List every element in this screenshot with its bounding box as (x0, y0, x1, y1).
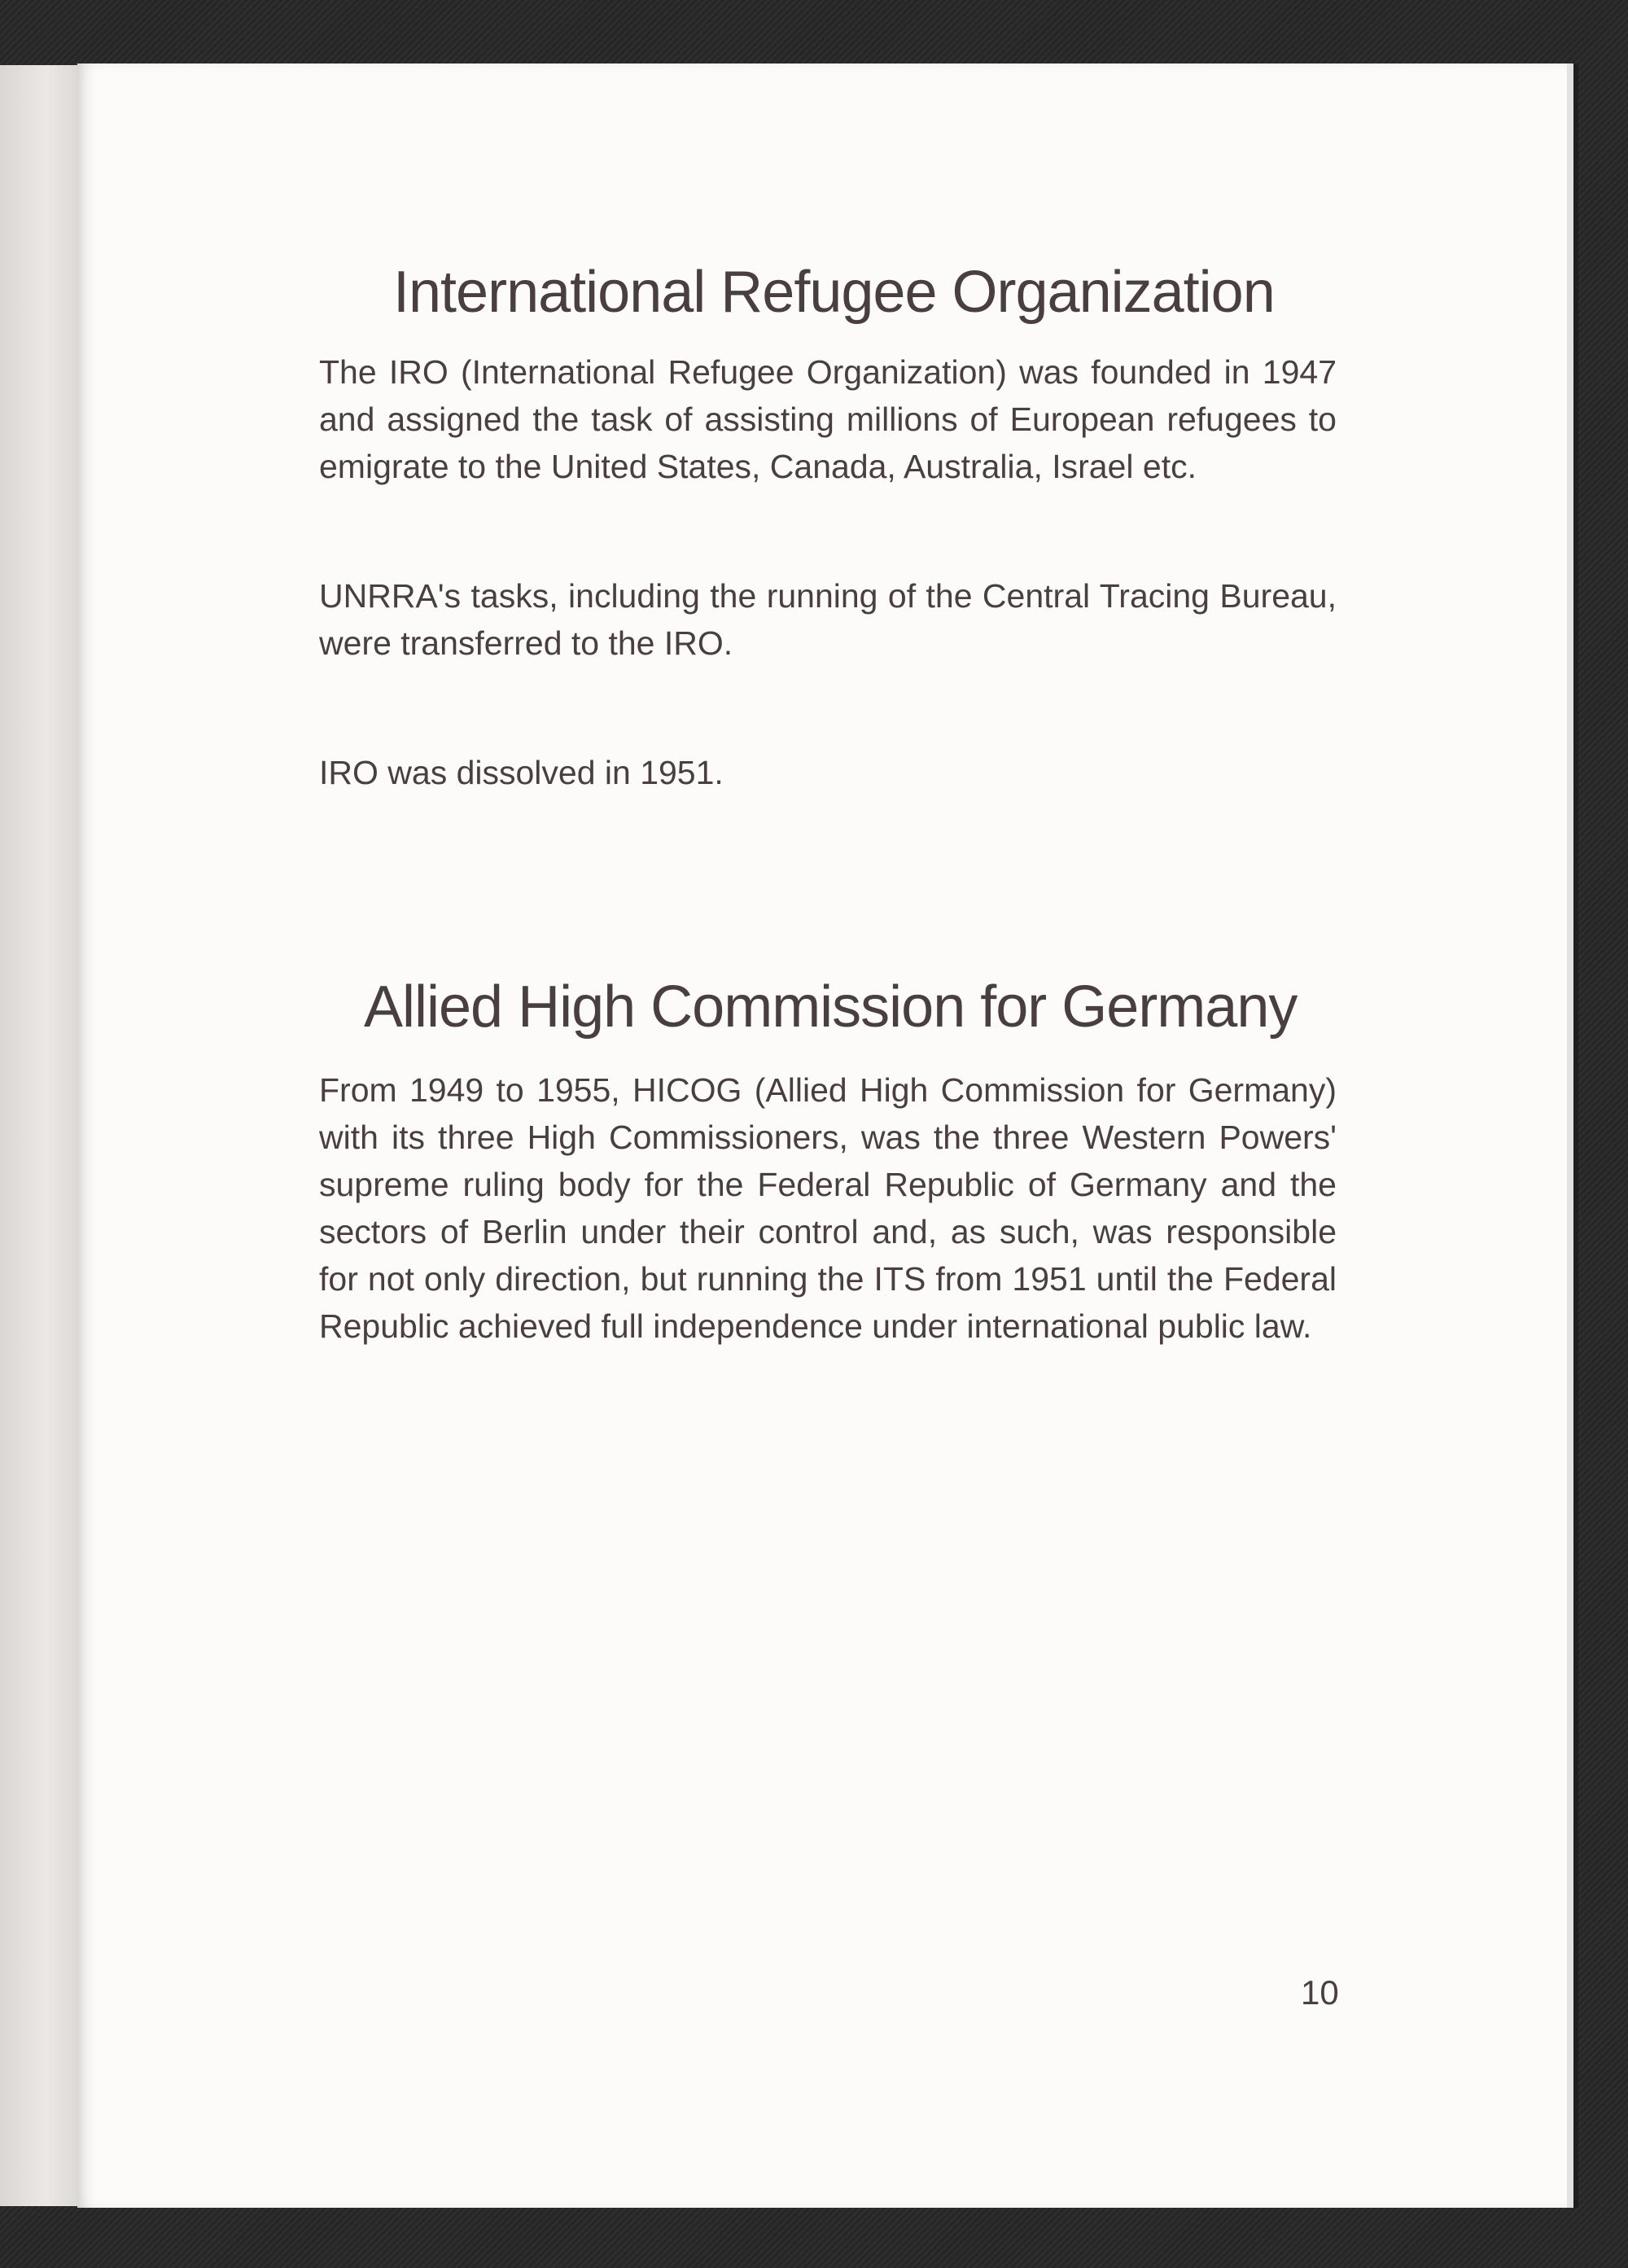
section-heading-hicog: Allied High Commission for Germany (364, 974, 1298, 1040)
paragraph-hicog: From 1949 to 1955, HICOG (Allied High Commission for Germany) with its three High Commissioners, was the three Western Powers' supreme ruling body for the Federal Republic of Germany and the sectors of Berlin under their control and, as such, was responsible for not only direction, but running the ITS from 1951 until the Federal Republic achieved full independence under international public law. (319, 1071, 1337, 1345)
section-heading-iro: International Refugee Organization (393, 260, 1275, 325)
paragraph-unrra-tasks: UNRRA's tasks, including the running of the Central Tracing Bureau, were transferred to the IRO. (319, 577, 1337, 662)
page-shadow-edge (1573, 63, 1578, 2208)
facing-page-edge (0, 65, 77, 2206)
page-number: 10 (1301, 1973, 1339, 2012)
paragraph-iro-founding: The IRO (International Refugee Organization) was founded in 1947 and assigned the task of assisting millions of European refugees to emigrate to the United States, Canada, Australia, Israel etc. (319, 353, 1337, 485)
page-fore-edge (1567, 63, 1573, 2208)
paragraph-iro-dissolved: IRO was dissolved in 1951. (319, 754, 724, 791)
